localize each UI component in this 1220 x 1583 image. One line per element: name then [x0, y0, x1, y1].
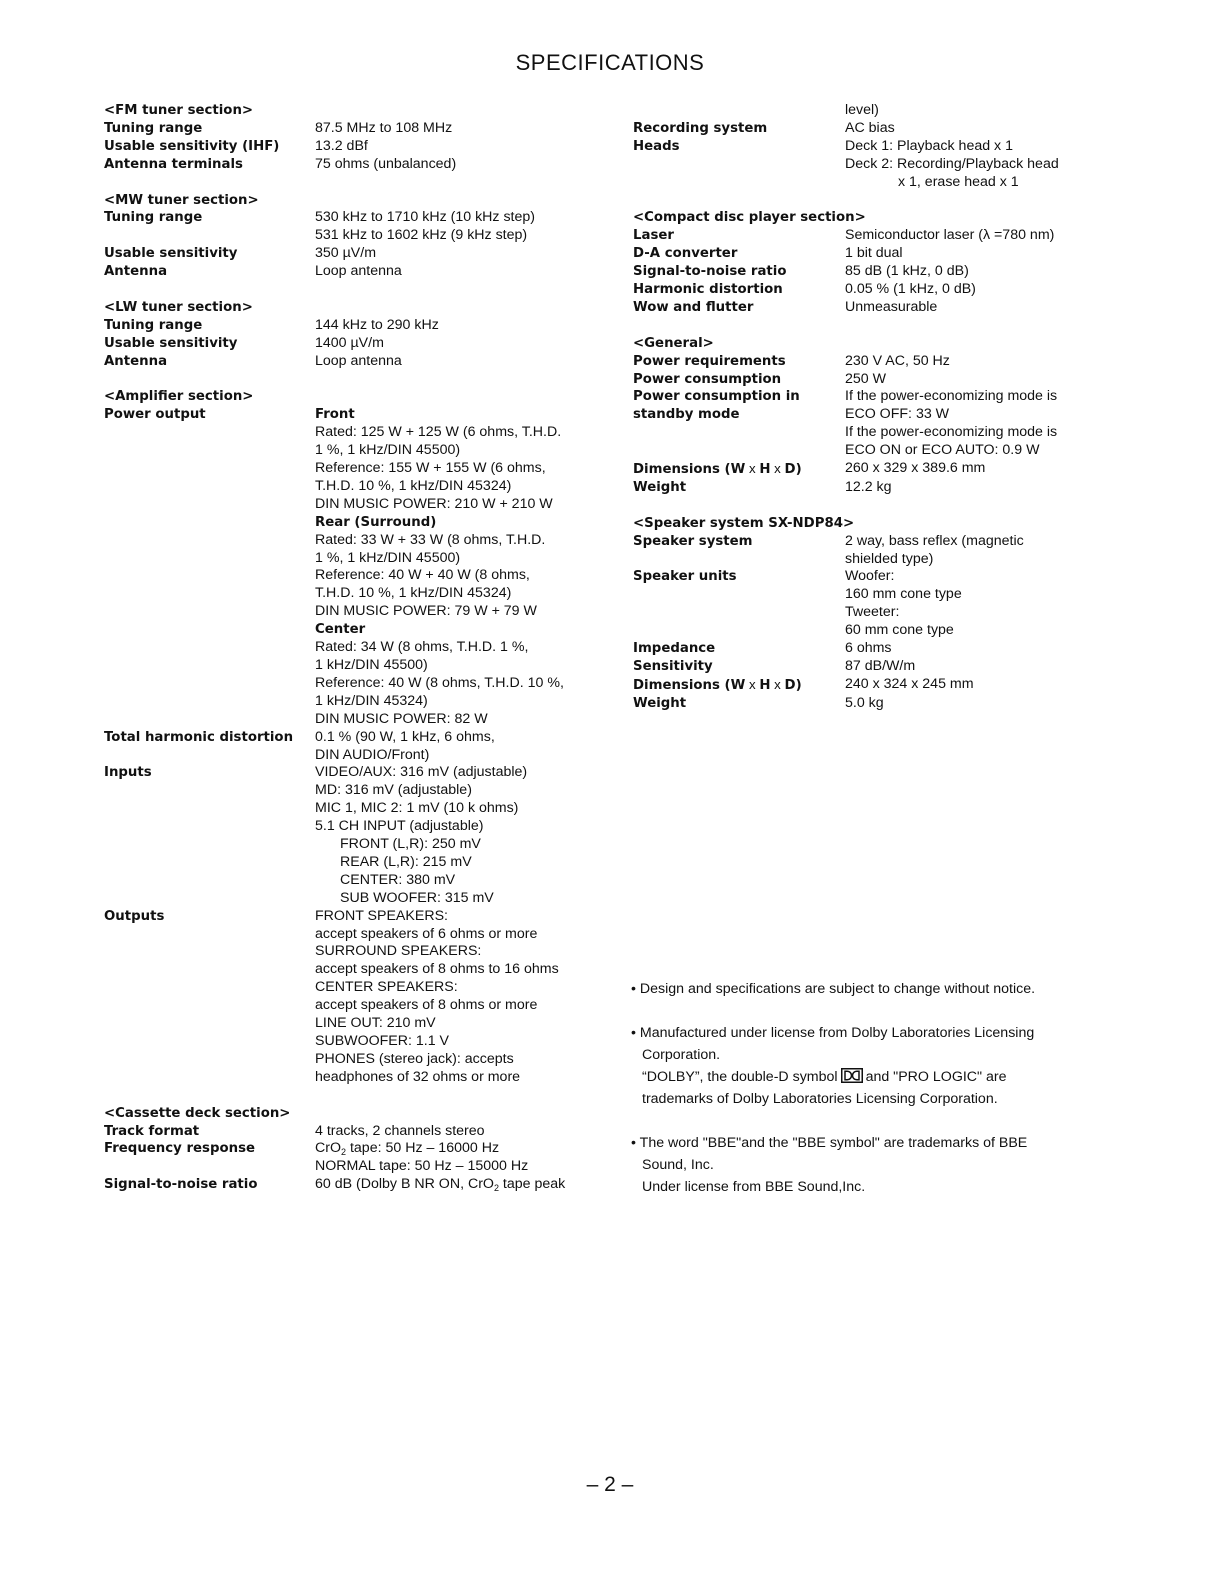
page-title: SPECIFICATIONS — [515, 50, 705, 75]
note-line: • Manufactured under license from Dolby Laboratories Licensing — [631, 1025, 1035, 1041]
spec-values — [315, 120, 604, 138]
spec-values — [315, 406, 604, 728]
spec-value: SUB WOOFER: 315 mV — [340, 889, 494, 906]
spec-row — [633, 299, 1093, 317]
spec-label: Dimensions (W x H x D) — [633, 461, 802, 478]
spec-value: accept speakers of 8 ohms or more — [315, 997, 538, 1014]
spec-value: ECO OFF: 33 W — [845, 406, 950, 423]
section-heading: <FM tuner section> — [104, 103, 254, 118]
spec-value: DIN MUSIC POWER: 82 W — [315, 710, 488, 727]
spacer — [633, 317, 1093, 335]
specs-left-column — [104, 102, 604, 1194]
spec-values — [845, 138, 1093, 192]
spec-row — [633, 460, 1093, 479]
spec-value: 530 kHz to 1710 kHz (10 kHz step) — [315, 209, 536, 226]
spec-label: Tuning range — [104, 317, 203, 333]
spec-label: Power output — [104, 407, 206, 423]
spec-row — [633, 102, 1093, 120]
spec-value: 1400 µV/m — [315, 334, 384, 351]
spec-value: 1 bit dual — [845, 245, 903, 262]
spec-row — [633, 406, 1093, 460]
spec-value: 75 ohms (unbalanced) — [315, 155, 457, 172]
spec-values — [845, 281, 1093, 299]
section-heading: <Compact disc player section> — [633, 210, 866, 226]
spec-label: Usable sensitivity (IHF) — [104, 138, 280, 154]
section-heading: <LW tuner section> — [104, 299, 253, 315]
spec-label: Recording system — [633, 120, 768, 136]
spec-value: NORMAL tape: 50 Hz – 15000 Hz — [315, 1158, 529, 1175]
spec-row — [104, 263, 604, 281]
spec-label: Antenna terminals — [104, 156, 243, 172]
spec-label: Laser — [633, 228, 674, 244]
text-part: tape peak — [498, 1176, 566, 1193]
spec-values — [845, 388, 1093, 406]
spec-value: accept speakers of 8 ohms to 16 ohms — [315, 961, 559, 978]
spec-values — [845, 640, 1093, 658]
spec-value: CENTER: 380 mV — [340, 871, 456, 888]
spec-row — [633, 533, 1093, 569]
subscript: 2 — [493, 1183, 499, 1194]
spec-value — [315, 1140, 604, 1158]
spec-values — [845, 676, 1093, 695]
spec-value: T.H.D. 10 %, 1 kHz/DIN 45324) — [315, 585, 512, 602]
spacer — [104, 281, 604, 299]
note-line: Under license from BBE Sound,Inc. — [642, 1179, 866, 1195]
spacer — [633, 497, 1093, 515]
spec-label: Usable sensitivity — [104, 335, 238, 351]
spec-label: Harmonic distortion — [633, 282, 783, 298]
note-text: and "PRO LOGIC" are — [865, 1069, 1007, 1085]
spec-row — [633, 138, 1093, 192]
spec-value: Reference: 155 W + 155 W (6 ohms, — [315, 460, 546, 477]
spec-value: 5.0 kg — [845, 694, 884, 711]
spec-value: T.H.D. 10 %, 1 kHz/DIN 45324) — [315, 477, 512, 494]
spec-value: LINE OUT: 210 mV — [315, 1015, 436, 1032]
spec-label: Frequency response — [104, 1141, 255, 1157]
spec-values — [315, 353, 604, 371]
note-line: trademarks of Dolby Laboratories Licensing Corporation. — [642, 1091, 998, 1107]
spec-values — [845, 695, 1093, 713]
spec-value: Loop antenna — [315, 263, 402, 280]
spec-row — [633, 658, 1093, 676]
spec-label: D-A converter — [633, 246, 738, 262]
spec-row — [104, 764, 604, 907]
spec-values — [845, 263, 1093, 281]
spec-values — [315, 335, 604, 353]
spec-label: Heads — [633, 138, 680, 154]
spec-value: 0.05 % (1 kHz, 0 dB) — [845, 281, 976, 298]
spec-value: VIDEO/AUX: 316 mV (adjustable) — [315, 764, 528, 781]
spec-row — [633, 353, 1093, 371]
spec-value: 1 kHz/DIN 45324) — [315, 692, 428, 709]
note-item — [631, 1022, 1101, 1110]
spec-label: Wow and flutter — [633, 299, 754, 315]
spec-value: 85 dB (1 kHz, 0 dB) — [845, 263, 969, 280]
spec-value: 5.1 CH INPUT (adjustable) — [315, 818, 484, 835]
spec-row — [104, 209, 604, 245]
spec-value: SUBWOOFER: 1.1 V — [315, 1033, 450, 1050]
spec-value: 230 V AC, 50 Hz — [845, 352, 950, 369]
spec-row — [633, 281, 1093, 299]
spec-label: Power consumption — [633, 371, 782, 387]
spec-row — [633, 388, 1093, 406]
spec-row — [104, 156, 604, 174]
spec-row — [104, 729, 604, 765]
double-d-icon — [841, 1068, 863, 1083]
spec-value: REAR (L,R): 215 mV — [340, 853, 472, 870]
spec-values — [315, 245, 604, 263]
specs-right-column — [633, 102, 1093, 713]
section-heading: <Speaker system SX-NDP84> — [633, 515, 855, 531]
spec-values — [845, 299, 1093, 317]
spec-value: shielded type) — [845, 550, 934, 567]
spec-value: SURROUND SPEAKERS: — [315, 943, 482, 960]
spec-label: Speaker system — [633, 533, 753, 549]
spec-row — [104, 317, 604, 335]
note-item — [631, 1132, 1101, 1198]
spec-row — [104, 120, 604, 138]
spec-label: Weight — [633, 695, 687, 711]
spec-value: Deck 1: Playback head x 1 — [845, 137, 1013, 154]
spec-value: FRONT SPEAKERS: — [315, 907, 448, 924]
note-line: Corporation. — [642, 1047, 721, 1063]
spec-label: Signal-to-noise ratio — [104, 1177, 258, 1193]
spec-value: 260 x 329 x 389.6 mm — [845, 460, 986, 477]
notes-section — [631, 978, 1101, 1220]
spec-value: If the power-economizing mode is — [845, 424, 1058, 441]
spec-label: Total harmonic distortion — [104, 729, 294, 745]
spec-value: accept speakers of 6 ohms or more — [315, 925, 538, 942]
spec-row — [104, 335, 604, 353]
spec-value: 4 tracks, 2 channels stereo — [315, 1122, 485, 1139]
spec-values — [315, 1123, 604, 1141]
text-part: CrO — [315, 1140, 342, 1157]
spec-row — [104, 245, 604, 263]
spec-values — [845, 479, 1093, 497]
spec-value: 13.2 dBf — [315, 137, 368, 154]
note-line — [631, 1066, 1101, 1088]
spec-row — [633, 676, 1093, 695]
spec-row — [104, 1140, 604, 1176]
spec-value: 87.5 MHz to 108 MHz — [315, 119, 453, 136]
spec-value: MD: 316 mV (adjustable) — [315, 782, 472, 799]
spec-value: DIN MUSIC POWER: 79 W + 79 W — [315, 603, 537, 620]
spec-value: Loop antenna — [315, 352, 402, 369]
spec-value: CENTER SPEAKERS: — [315, 979, 458, 996]
spec-row — [104, 406, 604, 728]
spec-label: Antenna — [104, 264, 168, 280]
spec-values — [845, 568, 1093, 640]
spec-label: Tuning range — [104, 210, 203, 226]
spacer — [104, 1087, 604, 1105]
spec-label: Power requirements — [633, 353, 786, 369]
spec-subheading: Rear (Surround) — [315, 514, 437, 530]
spec-label: Outputs — [104, 908, 165, 924]
spec-value: 87 dB/W/m — [845, 658, 916, 674]
spec-value: Woofer: — [845, 568, 895, 585]
note-item — [631, 978, 1101, 1000]
spec-values — [315, 209, 604, 245]
spec-value: DIN MUSIC POWER: 210 W + 210 W — [315, 495, 553, 512]
spec-label: standby mode — [633, 407, 740, 423]
spec-label: Usable sensitivity — [104, 246, 238, 262]
spec-value — [315, 1176, 604, 1194]
spec-row — [633, 479, 1093, 497]
spec-values — [845, 371, 1093, 389]
note-text: “DOLBY”, the double-D symbol — [642, 1069, 838, 1085]
spec-values — [315, 317, 604, 335]
spec-value: 160 mm cone type — [845, 586, 962, 603]
spec-value: FRONT (L,R): 250 mV — [340, 836, 481, 853]
subscript: 2 — [341, 1147, 347, 1158]
page-number: – 2 – — [586, 1473, 634, 1496]
spec-value: 531 kHz to 1602 kHz (9 kHz step) — [315, 227, 528, 244]
spec-value: AC bias — [845, 119, 895, 136]
section-heading: <General> — [633, 335, 714, 351]
section-heading: <Cassette deck section> — [104, 1105, 291, 1121]
spec-values — [845, 227, 1093, 245]
spec-value: Tweeter: — [845, 604, 900, 621]
spec-label — [633, 102, 845, 120]
text-part: 60 dB (Dolby B NR ON, CrO — [315, 1176, 494, 1193]
spec-value: Unmeasurable — [845, 298, 938, 315]
spec-value: Deck 2: Recording/Playback head — [845, 155, 1059, 172]
spec-value: 144 kHz to 290 kHz — [315, 316, 439, 333]
spec-label: Signal-to-noise ratio — [633, 264, 787, 280]
spec-values — [315, 138, 604, 156]
spec-row — [104, 908, 604, 1087]
spec-row — [633, 263, 1093, 281]
spec-label: Dimensions (W x H x D) — [633, 676, 802, 693]
spec-values — [315, 729, 604, 765]
spec-row — [104, 1176, 604, 1194]
note-line: Sound, Inc. — [642, 1157, 714, 1173]
spec-value: Rated: 125 W + 125 W (6 ohms, T.H.D. — [315, 424, 562, 441]
spec-value: 240 x 324 x 245 mm — [845, 675, 974, 692]
spec-values — [845, 353, 1093, 371]
spec-values — [315, 908, 604, 1087]
note-line: • Design and specifications are subject to change without notice. — [631, 981, 1036, 997]
spec-row — [104, 353, 604, 371]
spec-values — [845, 102, 1093, 120]
spec-value: 250 W — [845, 370, 887, 387]
spec-value: 1 kHz/DIN 45500) — [315, 656, 428, 673]
spec-label: Antenna — [104, 353, 168, 369]
spec-values — [315, 764, 604, 907]
spec-row — [104, 138, 604, 156]
spec-label: Power consumption in — [633, 389, 800, 405]
spec-row — [633, 371, 1093, 389]
spec-value: 60 mm cone type — [845, 622, 954, 639]
spec-row — [633, 568, 1093, 640]
spec-row — [633, 245, 1093, 263]
spec-value: level) — [845, 102, 879, 118]
spacer — [104, 174, 604, 192]
spacer — [104, 371, 604, 389]
spec-value: 0.1 % (90 W, 1 kHz, 6 ohms, — [315, 728, 495, 745]
spec-value: Reference: 40 W + 40 W (8 ohms, — [315, 567, 530, 584]
spec-label: Sensitivity — [633, 659, 713, 674]
spec-row — [104, 1123, 604, 1141]
spacer — [633, 192, 1093, 210]
spec-values — [845, 460, 1093, 479]
spec-label: Impedance — [633, 641, 716, 657]
spec-value: Reference: 40 W (8 ohms, T.H.D. 10 %, — [315, 674, 564, 691]
spec-label: Inputs — [104, 765, 152, 781]
spec-values — [315, 1140, 604, 1176]
spec-label: Weight — [633, 479, 687, 495]
section-heading: <Amplifier section> — [104, 389, 254, 405]
spec-value: 1 %, 1 kHz/DIN 45500) — [315, 442, 461, 459]
spec-value: PHONES (stereo jack): accepts — [315, 1050, 514, 1067]
spec-value: If the power-economizing mode is — [845, 388, 1058, 405]
spec-values — [845, 406, 1093, 460]
spec-values — [315, 156, 604, 174]
spec-values — [845, 245, 1093, 263]
spec-values — [315, 1176, 604, 1194]
spec-value: 350 µV/m — [315, 245, 377, 262]
spec-row — [633, 640, 1093, 658]
spec-value: x 1, erase head x 1 — [898, 173, 1019, 190]
spec-value: 12.2 kg — [845, 478, 892, 495]
spec-value: Semiconductor laser (λ =780 nm) — [845, 227, 1055, 244]
spec-label: Speaker units — [633, 569, 737, 585]
spec-row — [633, 695, 1093, 713]
note-line: • The word "BBE"and the "BBE symbol" are trademarks of BBE — [631, 1135, 1028, 1151]
spec-value: 1 %, 1 kHz/DIN 45500) — [315, 549, 461, 566]
spec-label: Track format — [104, 1123, 200, 1139]
spec-subheading: Center — [315, 622, 366, 638]
spec-row — [633, 120, 1093, 138]
spec-values — [845, 120, 1093, 138]
spec-values — [315, 263, 604, 281]
section-heading: <MW tuner section> — [104, 192, 259, 208]
spec-value: 6 ohms — [845, 640, 892, 657]
spec-row — [633, 227, 1093, 245]
text-part: tape: 50 Hz – 16000 Hz — [346, 1140, 500, 1157]
spec-value: 2 way, bass reflex (magnetic — [845, 532, 1024, 549]
spec-label: Tuning range — [104, 120, 203, 136]
spec-subheading: Front — [315, 407, 355, 423]
spec-value: headphones of 32 ohms or more — [315, 1068, 521, 1085]
spec-value: ECO ON or ECO AUTO: 0.9 W — [845, 442, 1040, 459]
spec-value: DIN AUDIO/Front) — [315, 746, 430, 763]
spec-values — [845, 533, 1093, 569]
spec-value: MIC 1, MIC 2: 1 mV (10 k ohms) — [315, 800, 519, 817]
spec-value: Rated: 34 W (8 ohms, T.H.D. 1 %, — [315, 639, 529, 656]
spec-value: Rated: 33 W + 33 W (8 ohms, T.H.D. — [315, 531, 546, 548]
spec-values — [845, 658, 1093, 676]
